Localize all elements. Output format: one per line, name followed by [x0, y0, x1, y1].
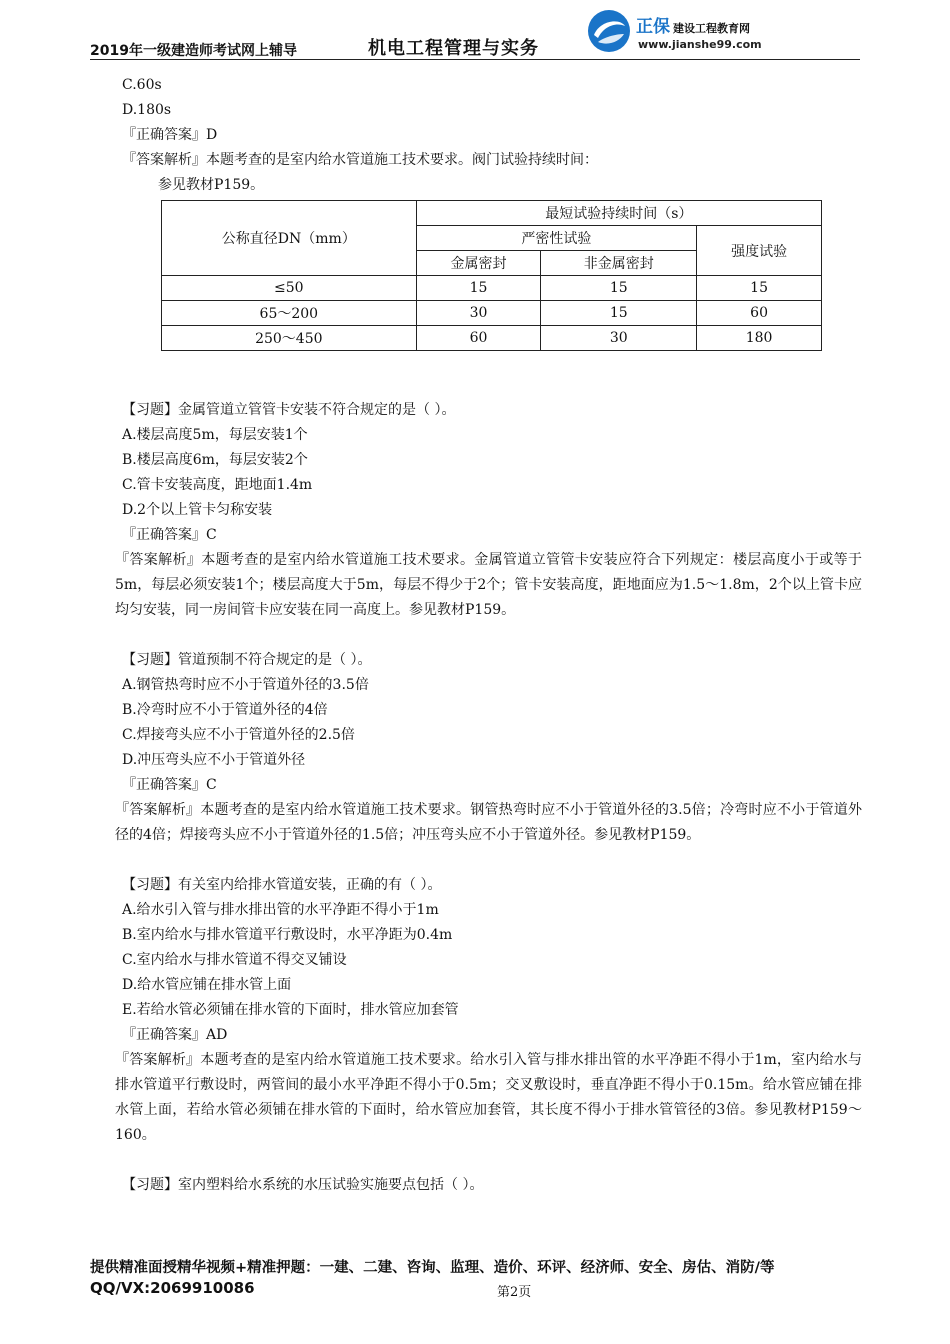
- header-tightness: 严密性试验: [416, 226, 697, 251]
- header-nonmetal-seal: 非金属密封: [541, 251, 697, 276]
- q1-analysis: 『答案解析』本题考查的是室内给水管道施工技术要求。金属管道立管管卡安装应符合下列规定：楼层高度小于或等于5m，每层必须安装1个；楼层高度大于5m，每层不得少于2个；管卡安装高度，距地面应为1.5～1.8m，2个以上管卡应均匀安装，同一房间管卡应安装在同一高度上。参见教材P159。: [115, 552, 862, 618]
- q1-option-a: A.楼层高度5m，每层安装1个: [122, 427, 308, 443]
- q1-option-b: B.楼层高度6m，每层安装2个: [122, 452, 308, 468]
- header-exam-label: 2019年一级建造师考试网上辅导: [90, 43, 297, 59]
- footer-contact: QQ/VX:2069910086: [90, 1279, 255, 1297]
- q3-analysis: 『答案解析』本题考查的是室内给水管道施工技术要求。给水引入管与排水排出管的水平净距不得小于1m，室内给水与排水管道平行敷设时，两管间的最小水平净距不得小于0.5m；交叉敷设时，垂直净距不得小于0.15m。给水管应铺在排水管上面，若给水管必须铺在排水管的下面时，给水管应加套管，其长度不得小于排水管管径的3倍。参见教材P159～160。: [115, 1052, 862, 1143]
- header-diameter: 公称直径DN（mm）: [162, 201, 417, 276]
- table-cell: 60: [697, 301, 822, 326]
- q1-answer: 『正确答案』C: [122, 527, 217, 543]
- q2-answer: 『正确答案』C: [122, 777, 217, 793]
- header-min-duration: 最短试验持续时间（s）: [416, 201, 821, 226]
- q2-analysis: 『答案解析』本题考查的是室内给水管道施工技术要求。钢管热弯时应不小于管道外径的3.5倍；冷弯时应不小于管道外径的4倍；焊接弯头应不小于管道外径的1.5倍；冲压弯头应不小于管道外径。参见教材P159。: [115, 802, 862, 843]
- table-cell: 250～450: [162, 326, 417, 351]
- q3-option-c: C.室内给水与排水管道不得交叉铺设: [122, 952, 347, 968]
- table-cell: 65～200: [162, 301, 417, 326]
- q2-option-c: C.焊接弯头应不小于管道外径的2.5倍: [122, 727, 355, 743]
- table-row: [162, 326, 822, 351]
- footer-promo: 提供精准面授精华视频+精准押题：一建、二建、咨询、监理、造价、环评、经济师、安全、房估、消防/等: [90, 1260, 775, 1276]
- header-metal-seal: 金属密封: [416, 251, 541, 276]
- table-cell: 15: [541, 276, 697, 301]
- table-row: [162, 276, 822, 301]
- q0-answer: 『正确答案』D: [122, 127, 218, 143]
- q0-option-c: C.60s: [122, 77, 162, 93]
- table-cell: 60: [416, 326, 541, 351]
- table-cell: 30: [416, 301, 541, 326]
- publisher-logo[interactable]: [586, 4, 786, 56]
- q3-option-d: D.给水管应铺在排水管上面: [122, 977, 292, 993]
- table-cell: ≤50: [162, 276, 417, 301]
- table-row: [162, 301, 822, 326]
- logo-url[interactable]: www.jianshe99.com: [638, 38, 762, 51]
- header-strength: 强度试验: [697, 226, 822, 276]
- logo-name: 正保 建设工程教育网: [636, 17, 750, 37]
- valve-test-table: [161, 200, 822, 351]
- table-cell: 15: [541, 301, 697, 326]
- q0-analysis: 『答案解析』本题考查的是室内给水管道施工技术要求。阀门试验持续时间：: [122, 152, 598, 168]
- spacer: [122, 848, 862, 873]
- q1-option-c: C.管卡安装高度，距地面1.4m: [122, 477, 313, 493]
- q2-option-d: D.冲压弯头应不小于管道外径: [122, 752, 306, 768]
- q0-option-d: D.180s: [122, 102, 172, 118]
- table-cell: 180: [697, 326, 822, 351]
- q0-reference: 参见教材P159。: [158, 177, 265, 193]
- spacer: [122, 1148, 862, 1173]
- q3-option-b: B.室内给水与排水管道平行敷设时，水平净距为0.4m: [122, 927, 453, 943]
- header-divider: [90, 59, 860, 60]
- q1-stem: 【习题】金属管道立管管卡安装不符合规定的是（ ）。: [122, 402, 456, 418]
- table-header-row: [162, 201, 822, 226]
- q4-stem: 【习题】室内塑料给水系统的水压试验实施要点包括（ ）。: [122, 1177, 484, 1193]
- q1-option-d: D.2个以上管卡匀称安装: [122, 502, 273, 518]
- logo-swirl-icon: [586, 8, 632, 54]
- q2-stem: 【习题】管道预制不符合规定的是（ ）。: [122, 652, 372, 668]
- table-cell: 15: [697, 276, 822, 301]
- page-number: 第2页: [497, 1285, 532, 1300]
- q3-option-e: E.若给水管必须铺在排水管的下面时，排水管应加套管: [122, 1002, 459, 1018]
- q3-option-a: A.给水引入管与排水排出管的水平净距不得小于1m: [122, 902, 439, 918]
- page-header: [90, 0, 860, 62]
- q2-option-b: B.冷弯时应不小于管道外径的4倍: [122, 702, 328, 718]
- table-cell: 30: [541, 326, 697, 351]
- q3-answer: 『正确答案』AD: [122, 1027, 228, 1043]
- header-subject-title: 机电工程管理与实务: [368, 38, 539, 59]
- table-cell: 15: [416, 276, 541, 301]
- q3-stem: 【习题】有关室内给排水管道安装，正确的有（ ）。: [122, 877, 442, 893]
- spacer: [122, 623, 862, 648]
- q2-option-a: A.钢管热弯时应不小于管道外径的3.5倍: [122, 677, 369, 693]
